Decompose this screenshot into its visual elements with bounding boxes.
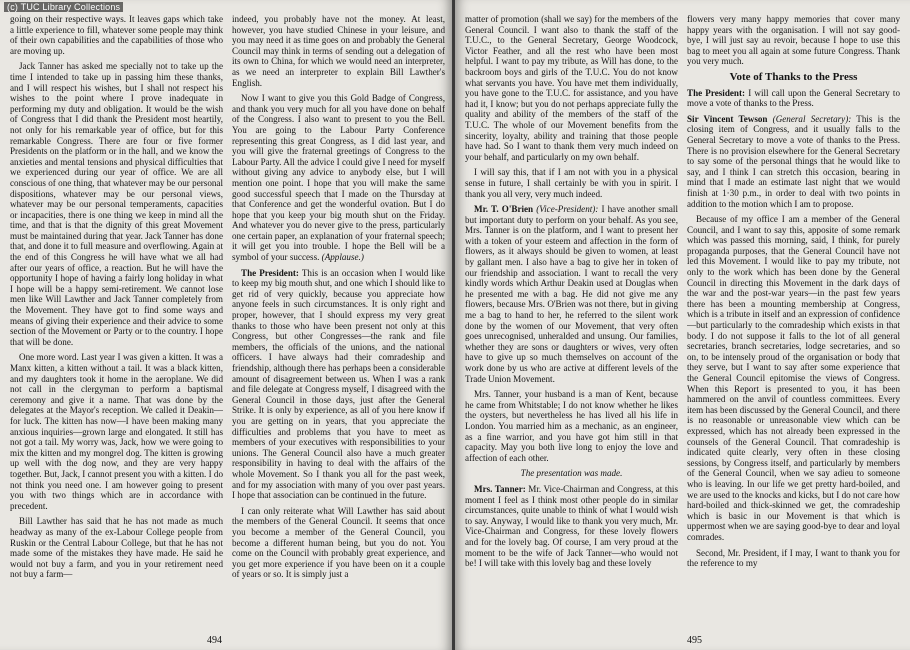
paragraph: One more word. Last year I was given a kitten. It was a Manx kitten, a kitten without a tail. It was a black kitten, and my daughters took it home in the aeroplane. We did not call in the clergyman to perform a baptismal ceremony and give it a name. That was done by the delegates at the Mayor's reception. We called it Deakin—for luck. The kitten has now—I have been making many anxious inquiries—grown large and elongated. It still has not got a tail. My worry was, Jack, how we were going to mix the kitten and my mongrel dog. The kitten is growing up well with the dog now, and they are very happy together. But, Jack, I cannot present you with a kitten. I do not think you need one. I am however going to present you with two things which are in accordance with precedent.	[10, 352, 223, 511]
right-column-2	[687, 14, 900, 634]
paragraph: Because of my office I am a member of the General Council, and I want to say this, apposite of some remark which was passed this morning, said, I think, for purely propaganda purposes, that the General Council have not led this Movement. I would like to pay my tribute, not only to the work which has been done by the General Council in directing this Movement in the dark days of the war and the post-war years—in the past few years there has been a mounting membership at Congress, which is a tribute in itself and an expression of confidence—but particularly to the comradeship which exists in that body. I do not suppose it falls to the lot of all general secretaries, branch secretaries, lodge secretaries, and so on, to be intensely proud of the organisation or body that they serve, but I want to say after some experience that the General Council epitomise the views of Congress. When this Report is presented to you, it has been hammered on the anvil of countless committees. Every item has been discussed by the General Council, and there is no reasonable or unreasonable view which can be expressed, which has not already been expressed in the counsels of the General Council. That comradeship is indicated quite clearly, very often in these closing sessions, by Congress itself, and particularly by members of the General Council, when we say adieu to someone who is leaving. In our life we get pretty hard-boiled, and we are used to the knocks and kicks, but I do not care how hard-boiled and thick-skinned we get, the comradeship which is basic in our Movement is that which is uppermost when we are saying good-bye to dear and loyal comrades.	[687, 214, 900, 542]
left-column-2	[232, 14, 445, 634]
paragraph-text: I have another small but important duty to perform on your behalf. As you see, Mrs. Tanner is on the platform, and I want to present her with a token of your esteem and affection in the form of flowers, as it always should be given to women, at least by gallant men. I also have a bag to give her in token of our friendship and association. I want to recall the very kindly words which Arthur Deakin used at Douglas when he presented me with a bag. He did not give me any flowers, because Mrs. O'Brien was not there, but in giving me a bag to hand to her, he referred to the silent work done by the women of our Movement, that very often goes unrecognised, unheralded and unsung. Our families, whether they are sons or daughters or wives, very often have to give up so much themselves on account of the work done by us who are active at different levels of the Trade Union Movement.	[465, 204, 678, 384]
paragraph	[232, 268, 445, 501]
right-page	[455, 0, 910, 650]
speaker-role: (General Secretary):	[772, 113, 852, 124]
left-column-1	[10, 14, 223, 634]
left-page	[0, 0, 452, 650]
stage-note-text: The presentation was made.	[520, 468, 623, 479]
speaker-label: Sir Vincent Tewson	[687, 113, 768, 124]
paragraph	[465, 484, 678, 569]
right-column-1	[465, 14, 678, 634]
speaker-role: (Vice-President):	[536, 204, 599, 215]
page-number: 494	[207, 635, 222, 646]
paragraph-text: I will call upon the General Secretary to move a vote of thanks to the Press.	[687, 87, 900, 109]
watermark: (c) TUC Library Collections	[4, 2, 123, 12]
paragraph	[465, 204, 678, 384]
paragraph: Mrs. Tanner, your husband is a man of Kent, because he came from Whitstable; I do not know whether he likes the oysters, but nevertheless he has lived all his life in London. You married him as a mechanic, as an engineer, as a fine warrior, and you have got him still in that capacity. May you both live long to enjoy the love and affection of each other.	[465, 389, 678, 463]
paragraph: I will say this, that if I am not with you in a physical sense in future, I shall certainly be with you in spirit. I thank you all very, very much indeed.	[465, 167, 678, 199]
speaker-label: The President:	[687, 87, 746, 98]
paragraph-text: Mr. Vice-Chairman and Congress, at this moment I feel as I think most other people do in similar circumstances, quite unable to think of what I would wish to say. Anyway, I would like to thank you very much, Mr. Vice-Chairman and Congress, for these lovely flowers and for the lovely bag. Of course, I am very proud at the moment to be the wife of Jack Tanner—who would not be! I will take with this lovely bag and these lovely	[465, 483, 678, 569]
paragraph: Jack Tanner has asked me specially not to take up the time I intended to take up in passing him these thanks, and I will respect his wishes, but I shall not respect his wishes to the point where I prove inadequate in performing my duty and obligation. It would be the wish of Congress that I did thank the President most heartily, not only for his remarkable year of office, but for this remarkable Congress. There are four or five former Presidents on the platform or in the hall, and we know the anxieties and mental tensions and physical difficulties that we experienced during our year of office. We are all conscious of one thing, that whatever may be our personal dispositions, whatever may be our personal views, whatever may be our personal temperaments, capacities or incapacities, there is one thing we keep in mind all the time, and that is that the dignity of this great Movement must be maintained during that year. Jack Tanner has done that, and done it to full measure and overflowing. Again at the end of this Congress he will have what we all had after our years of office, a reaction. But he will have the opportunity I hope of having a fairly long holiday in what I hope will be a happy semi-retirement. We cannot lose men like Will Lawther and Jack Tanner completely from the Movement. They have got to find some ways and means of giving their experience and their advice to some section of the Movement or Party or to the country. I hope that will be done.	[10, 61, 223, 347]
paragraph	[687, 88, 900, 109]
paragraph	[687, 114, 900, 209]
page-number: 495	[687, 635, 702, 646]
stage-note	[465, 468, 678, 479]
paragraph-text: This is an occasion when I would like to keep my big mouth shut, and one which I should like to get rid of very quickly, because you appreciate how anyone feels in such circumstances. It is only right and proper, however, that I should express my very great thanks to those who have been present not only at this Congress, but other Congresses—the rank and file members, the officials of the unions, and the national officers. I have always had their comradeship and friendship, although there has perhaps been a considerable amount of disagreement between us. When I was a rank and file delegate at Congress myself, I disagreed with the General Council in those days, just after the General Strike. It is only by experience, as all of you here know if you are getting on in years, that you appreciate the difficulties and problems that you have to meet as members of your executives with responsibilities to your unions. The General Council also have a much greater responsibility in having to deal with the affairs of the whole Movement. So I thank you all for the past week, and for my association with many of you over past years. I hope that association can be continued in the future.	[232, 267, 445, 501]
speaker-label: Mrs. Tanner:	[474, 483, 526, 494]
paragraph: Second, Mr. President, if I may, I want to thank you for the reference to my	[687, 547, 900, 569]
paragraph: matter of promotion (shall we say) for the members of the General Council. I want also to thank the staff of the T.U.C., to the General Secretary, George Woodcock, Victor Feather, and all the rest who have been most helpful. I want to pay my tribute, as Will has done, to the backroom boys and girls of the T.U.C. You do not know what servants you have. You have met them individually, you have gone to the T.U.C. for assistance, and you have had it, I know; but you do not perhaps appreciate fully the quality and ability of the members of the staff of the T.U.C. The whole of our Movement benefits from the sincerity, loyalty, ability and training that those people have had. So I want to thank them very much indeed on your behalf, and particularly on my own behalf.	[465, 14, 678, 162]
paragraph: flowers very many happy memories that cover many happy years with the organisation. I will not say good-bye, I will just say au revoir, because I hope to use this bag to meet you all again at some future Congress. Thank you very much.	[687, 14, 900, 67]
paragraph-text: Now I want to give you this Gold Badge of Congress, and thank you very much for all you have done on behalf of the Congress. I also want to present to you the Bell. You are going to the Labour Party Conference representing this great Congress, as I did last year, and you will give the fraternal greetings of Congress to the Labour Party. All the advice I could give I need for myself without giving any advice to anybody else, but I will mention one point. I hope that you will make the same good successful speech that I made on the Thursday at that Conference and get the wonderful ovation. But I do hope that you keep your big mouth shut on the Friday. And whatever you do never give to the press, particularly one certain paper, an explanation of your fraternal speech; it will get you into trouble. I hope the Bell will be a symbol of your success.	[232, 93, 445, 263]
paragraph: I can only reiterate what Will Lawther has said about the members of the General Council. It seems that once you become a member of the General Council, you become a different human being, but you do not. You come on the Council with probably great experience, and you get more experience if you have been on it a couple of years or so. It is simply just a	[232, 505, 445, 580]
speaker-label: The President:	[241, 267, 299, 278]
paragraph: going on their respective ways. It leaves gaps which take a little experience to fill, whatever some people may think of their own capabilities and the capabilities of those who are moving up.	[10, 14, 223, 56]
section-heading: Vote of Thanks to the Press	[729, 70, 858, 83]
paragraph: indeed, you probably have not the money. At least, however, you have studied Chinese in your leisure, and you may need it as time goes on and probably the General Council may think in terms of sending out a delegation of its own to China, for which we would need an interpreter, as we need an interpreter to explain Bill Lawther's English.	[232, 14, 445, 88]
speaker-label: Mr. T. O'Brien	[474, 204, 534, 215]
paragraph: Bill Lawther has said that he has not made as much headway as many of the ex-Labour College people from Ruskin or the Central Labour College, but that he has not made some of the mistakes they have made. He said he would not buy a farm, and you in your retirement need not buy a farm—	[10, 516, 223, 580]
applause-note: (Applause.)	[321, 252, 364, 263]
paragraph	[232, 93, 445, 263]
paragraph-text: This is the closing item of Congress, and it usually falls to the General Secretary to move a vote of thanks to the Press. There is no provision elsewhere for the General Secretary to say some of the personal things that he would like to say, and I think I can stretch this occasion, bearing in mind that I made an estimate last night that we would finish at 1·30 p.m., in order to deal with two points in addition to the motion which I am to propose.	[687, 113, 900, 209]
